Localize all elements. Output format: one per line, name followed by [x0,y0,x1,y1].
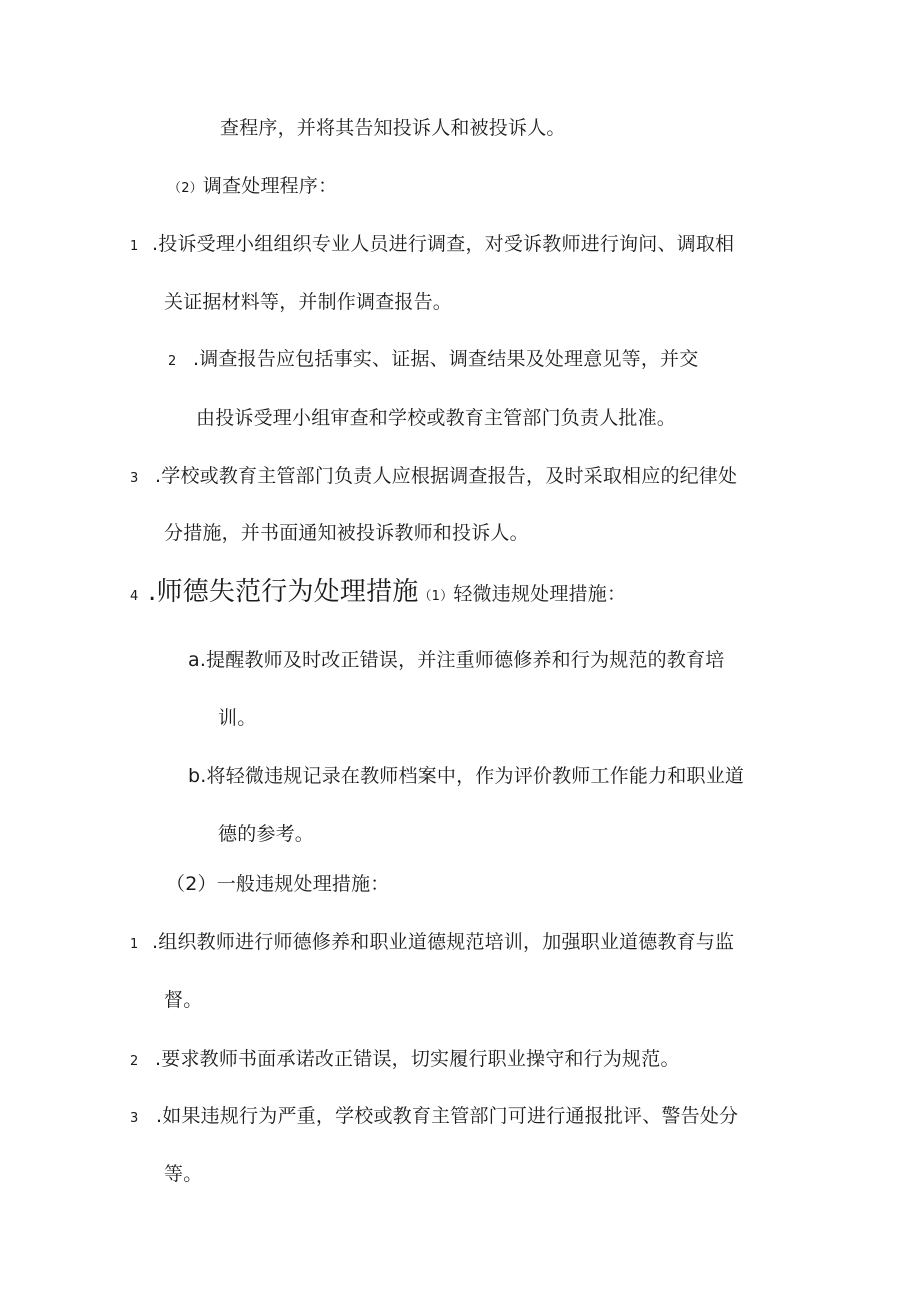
subheading-line [166,872,390,896]
paragraph-line [196,406,676,430]
heading-text: .师德失范行为处理措施 [148,577,419,607]
line-text: 查程序，并将其告知投诉人和被投诉人。 [220,117,566,139]
list-item [188,648,724,672]
list-number: 4 [130,589,139,604]
paragraph-line [220,116,566,140]
paragraph-line [164,1162,202,1186]
section-heading [130,577,626,609]
list-text: .学校或教育主管部门负责人应根据调查报告，及时采取相应的纪律处 [155,465,738,487]
list-number: 2 [130,1054,139,1069]
section-number: （1） [418,589,454,604]
list-text: a.提醒教师及时改正错误，并注重师德修养和行为规范的教育培 [188,649,725,671]
line-text: 训。 [218,707,257,729]
list-number: 3 [130,471,139,486]
line-text: 关证据材料等，并制作调查报告。 [164,291,453,313]
paragraph-line [164,988,202,1012]
paragraph-line [218,706,256,730]
list-item [130,1104,738,1131]
list-text: .如果违规行为严重，学校或教育主管部门可进行通报批评、警告处分 [156,1105,739,1127]
list-number: 1 [130,937,139,952]
line-text: 由投诉受理小组审查和学校或教育主管部门负责人批准。 [196,407,677,429]
section-number: （2） [168,181,203,196]
line-text: 督。 [164,989,203,1011]
list-item [130,1047,680,1074]
list-item [168,347,698,374]
list-text: .调查报告应包括事实、证据、调查结果及处理意见等，并交 [193,348,699,370]
line-text: 等。 [164,1163,203,1185]
paragraph-line [164,521,529,545]
list-item [188,764,744,788]
list-number: 1 [130,239,139,254]
list-number: 2 [168,354,177,369]
list-text: .投诉受理小组组织专业人员进行调查，对受诉教师进行询问、调取相 [152,233,735,255]
subheading-line [168,174,337,201]
paragraph-line [218,822,314,846]
list-number: 3 [130,1111,139,1126]
line-text: 德的参考。 [218,823,315,845]
list-text: .组织教师进行师德修养和职业道德规范培训，加强职业道德教育与监 [152,931,735,953]
list-item [130,464,737,491]
subheading-text: （2）一般违规处理措施： [166,873,390,895]
list-item [130,930,734,957]
line-text: 分措施，并书面通知被投诉教师和投诉人。 [164,522,529,544]
list-text: b.将轻微违规记录在教师档案中，作为评价教师工作能力和职业道 [188,765,745,787]
list-text: .要求教师书面承诺改正错误，切实履行职业操守和行为规范。 [155,1048,680,1070]
subheading-text: 调查处理程序： [202,175,338,197]
subheading-text: 轻微违规处理措施： [453,583,627,605]
paragraph-line [164,290,452,314]
list-item [130,232,734,259]
